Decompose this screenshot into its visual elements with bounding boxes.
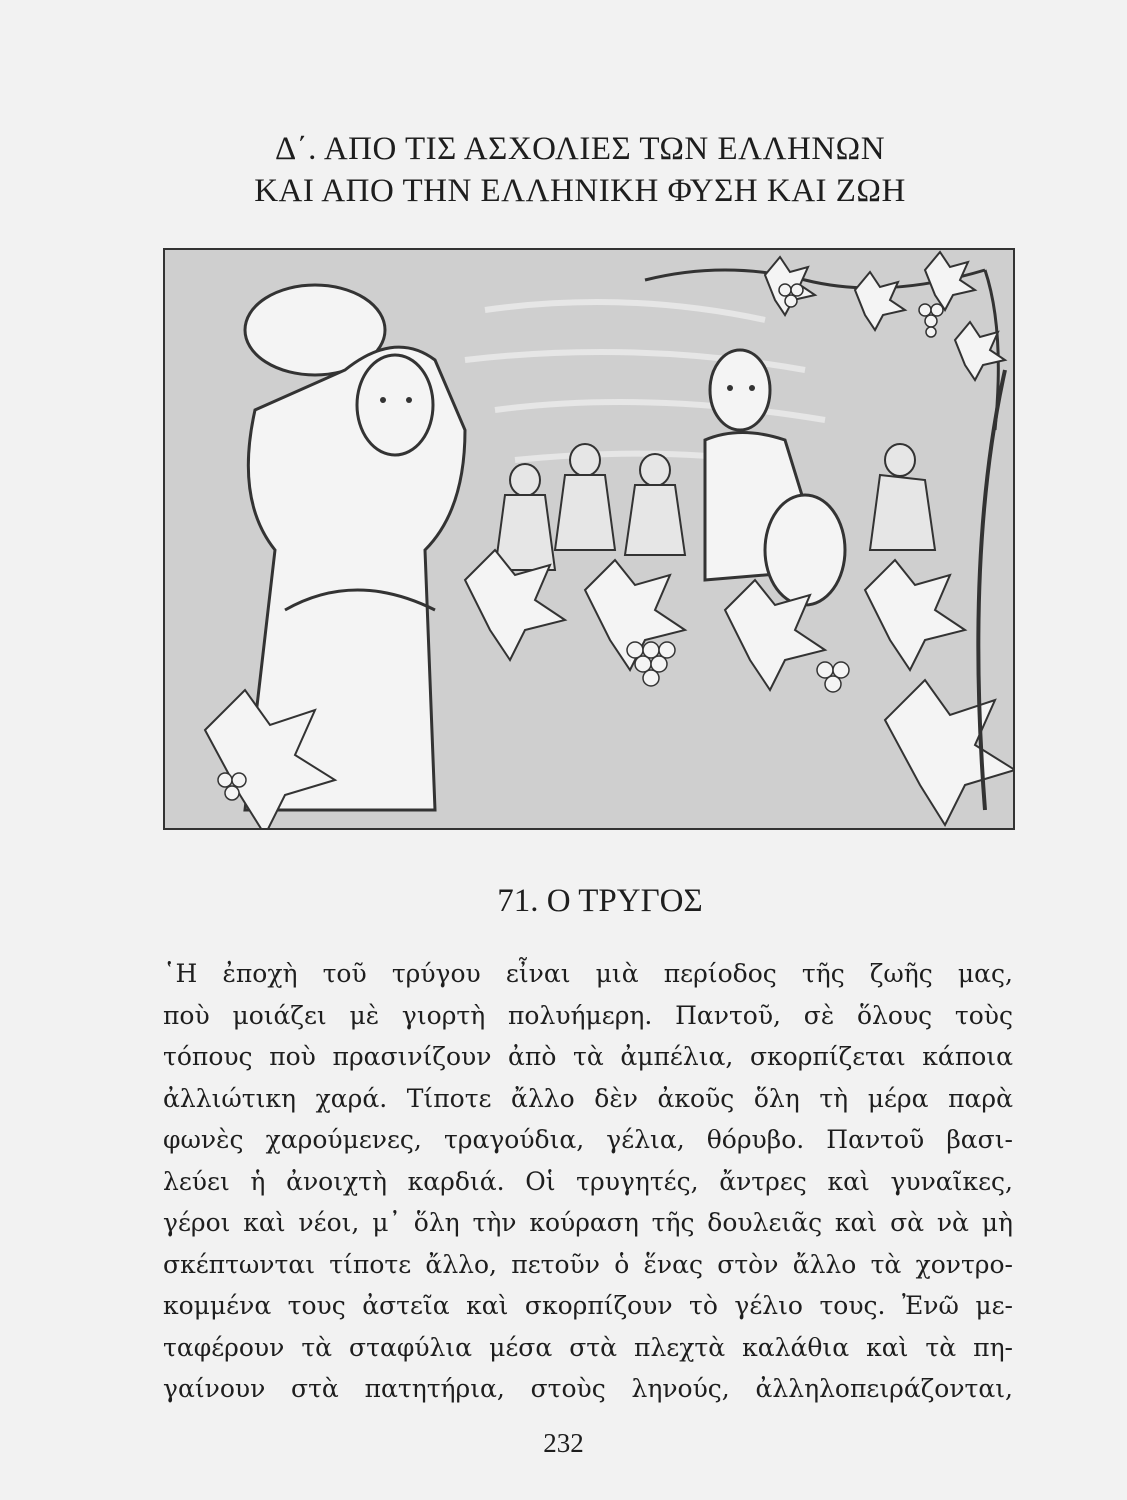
section-heading-line-2: ΚΑΙ ΑΠΟ ΤΗΝ ΕΛΛΗΝΙΚΗ ΦΥΣΗ ΚΑΙ ΖΩΗ (254, 173, 906, 209)
grape-harvest-icon (165, 250, 1013, 828)
section-heading (160, 128, 1000, 212)
text-line: τόπους ποὺ πρασινίζουν ἀπὸ τὰ ἀμπέλια, σκορπίζεται κάποια (163, 1042, 1013, 1071)
text-line: φωνὲς χαρούμενες, τραγούδια, γέλια, θόρυβο. Παντοῦ βασι- (163, 1125, 1013, 1154)
text-line: ῾Η ἐποχὴ τοῦ τρύγου εἶναι μιὰ περίοδος τῆς ζωῆς μας, (163, 959, 1013, 988)
text-line: γέροι καὶ νέοι, μ᾽ ὅλη τὴν κούραση τῆς δουλειᾶς καὶ σὰ νὰ μὴ (163, 1208, 1013, 1237)
section-heading-line-1: Δ΄. ΑΠΟ ΤΙΣ ΑΣΧΟΛΙΕΣ ΤΩΝ ΕΛΛΗΝΩΝ (274, 131, 886, 167)
text-line: κομμένα τους ἀστεῖα καὶ σκορπίζουν τὸ γέλιο τους. Ἐνῶ με- (163, 1291, 1013, 1320)
body-paragraph (163, 953, 1013, 1410)
chapter-title: 71. Ο ΤΡΥΓΟΣ (497, 883, 703, 919)
text-line: λεύει ἡ ἀνοιχτὴ καρδιά. Οἱ τρυγητές, ἄντρες καὶ γυναῖκες, (163, 1166, 1013, 1196)
text-line: σκέπτωνται τίποτε ἄλλο, πετοῦν ὁ ἕνας στὸν ἄλλο τὰ χοντρο- (163, 1249, 1013, 1279)
text-line: ταφέρουν τὰ σταφύλια μέσα στὰ πλεχτὰ καλάθια καὶ τὰ πη- (163, 1332, 1013, 1362)
text-line: ποὺ μοιάζει μὲ γιορτὴ πολυήμερη. Παντοῦ, σὲ ὅλους τοὺς (163, 1000, 1013, 1030)
grape-harvest-illustration (163, 248, 1015, 830)
page-number: 232 (543, 1428, 584, 1458)
text-line: γαίνουν στὰ πατητήρια, στοὺς ληνούς, ἀλληλοπειράζονται, (163, 1374, 1013, 1403)
text-line: ἀλλιώτικη χαρά. Τίποτε ἄλλο δὲν ἀκοῦς ὅλη τὴ μέρα παρὰ (163, 1083, 1013, 1113)
